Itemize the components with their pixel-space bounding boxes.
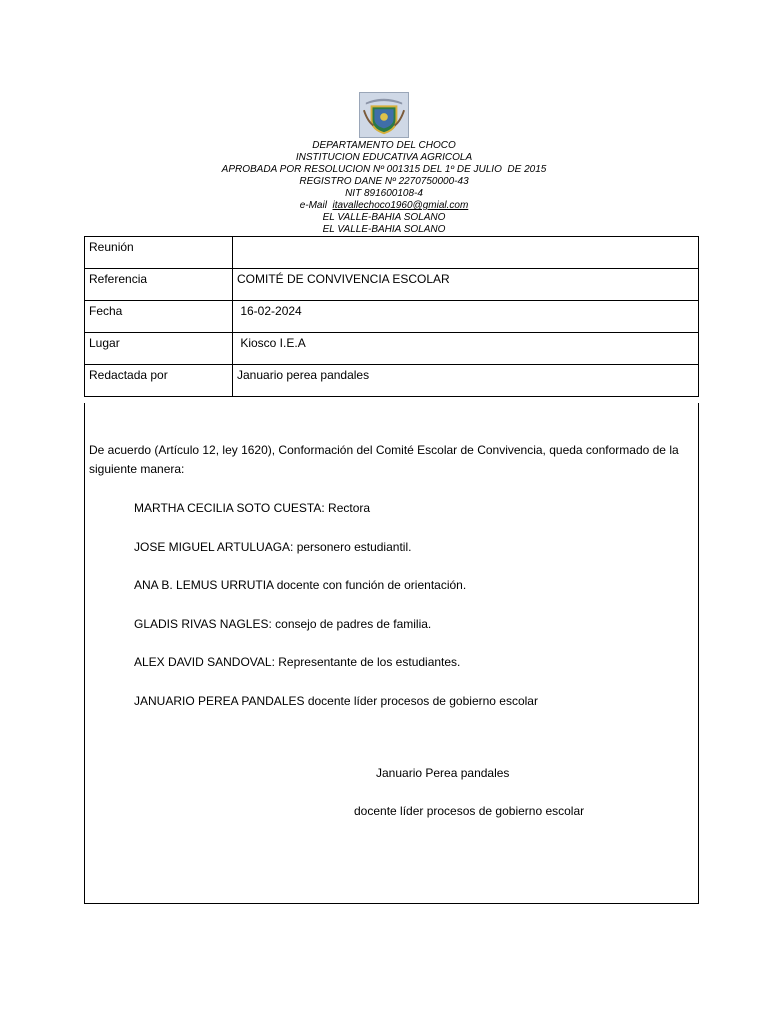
- meeting-info-table: [84, 236, 699, 397]
- table-row: [85, 269, 699, 301]
- header-email-line: [84, 200, 684, 212]
- intro-paragraph: De acuerdo (Artículo 12, ley 1620), Conformación del Comité Escolar de Convivencia, queda conformado de la siguiente manera:: [89, 443, 679, 476]
- header-dane: REGISTRO DANE Nº 2270750000-43: [299, 176, 469, 187]
- row-value-referencia: COMITÉ DE CONVIVENCIA ESCOLAR: [233, 269, 699, 301]
- list-item: JOSE MIGUEL ARTULUAGA: personero estudiantil.: [134, 539, 412, 554]
- row-value-redactada: Januario perea pandales: [233, 365, 699, 397]
- list-item: MARTHA CECILIA SOTO CUESTA: Rectora: [134, 501, 371, 515]
- row-label-reunion: Reunión: [85, 237, 233, 269]
- signature-role: docente líder procesos de gobierno escolar: [354, 804, 585, 818]
- table-row: [85, 301, 699, 333]
- document-header: [84, 140, 684, 236]
- list-item: ANA B. LEMUS URRUTIA docente con función de orientación.: [134, 578, 467, 592]
- list-item: ALEX DAVID SANDOVAL: Representante de los estudiantes.: [134, 655, 461, 669]
- row-label-lugar: Lugar: [85, 333, 233, 365]
- signature-name: Januario Perea pandales: [376, 766, 510, 780]
- email-label: e-Mail: [299, 200, 327, 211]
- minutes-body: [84, 403, 699, 904]
- row-value-lugar: Kiosco I.E.A: [233, 333, 699, 365]
- list-item: GLADIS RIVAS NAGLES: consejo de padres de familia.: [134, 616, 432, 631]
- header-institution: INSTITUCION EDUCATIVA AGRICOLA: [295, 152, 473, 163]
- row-value-fecha: 16-02-2024: [233, 301, 699, 333]
- email-link[interactable]: itavallechoco1960@gmial.com: [332, 200, 469, 211]
- row-label-referencia: Referencia: [85, 269, 233, 301]
- table-row: [85, 365, 699, 397]
- row-label-fecha: Fecha: [85, 301, 233, 333]
- row-label-redactada: Redactada por: [85, 365, 233, 397]
- header-location-repeat: EL VALLE-BAHIA SOLANO: [322, 224, 446, 235]
- table-row: [85, 333, 699, 365]
- header-department: DEPARTAMENTO DEL CHOCO: [312, 140, 456, 151]
- committee-members-list: [134, 500, 538, 731]
- table-row: [85, 237, 699, 269]
- header-resolution: APROBADA POR RESOLUCION Nº 001315 DEL 1º DE JULIO DE 2015: [221, 164, 547, 175]
- header-nit: NIT 891600108-4: [345, 188, 423, 199]
- institution-shield-logo: [359, 92, 409, 138]
- list-item: JANUARIO PEREA PANDALES docente líder procesos de gobierno escolar: [134, 693, 538, 708]
- header-location: EL VALLE-BAHIA SOLANO: [322, 212, 446, 223]
- row-value-reunion: [233, 237, 699, 269]
